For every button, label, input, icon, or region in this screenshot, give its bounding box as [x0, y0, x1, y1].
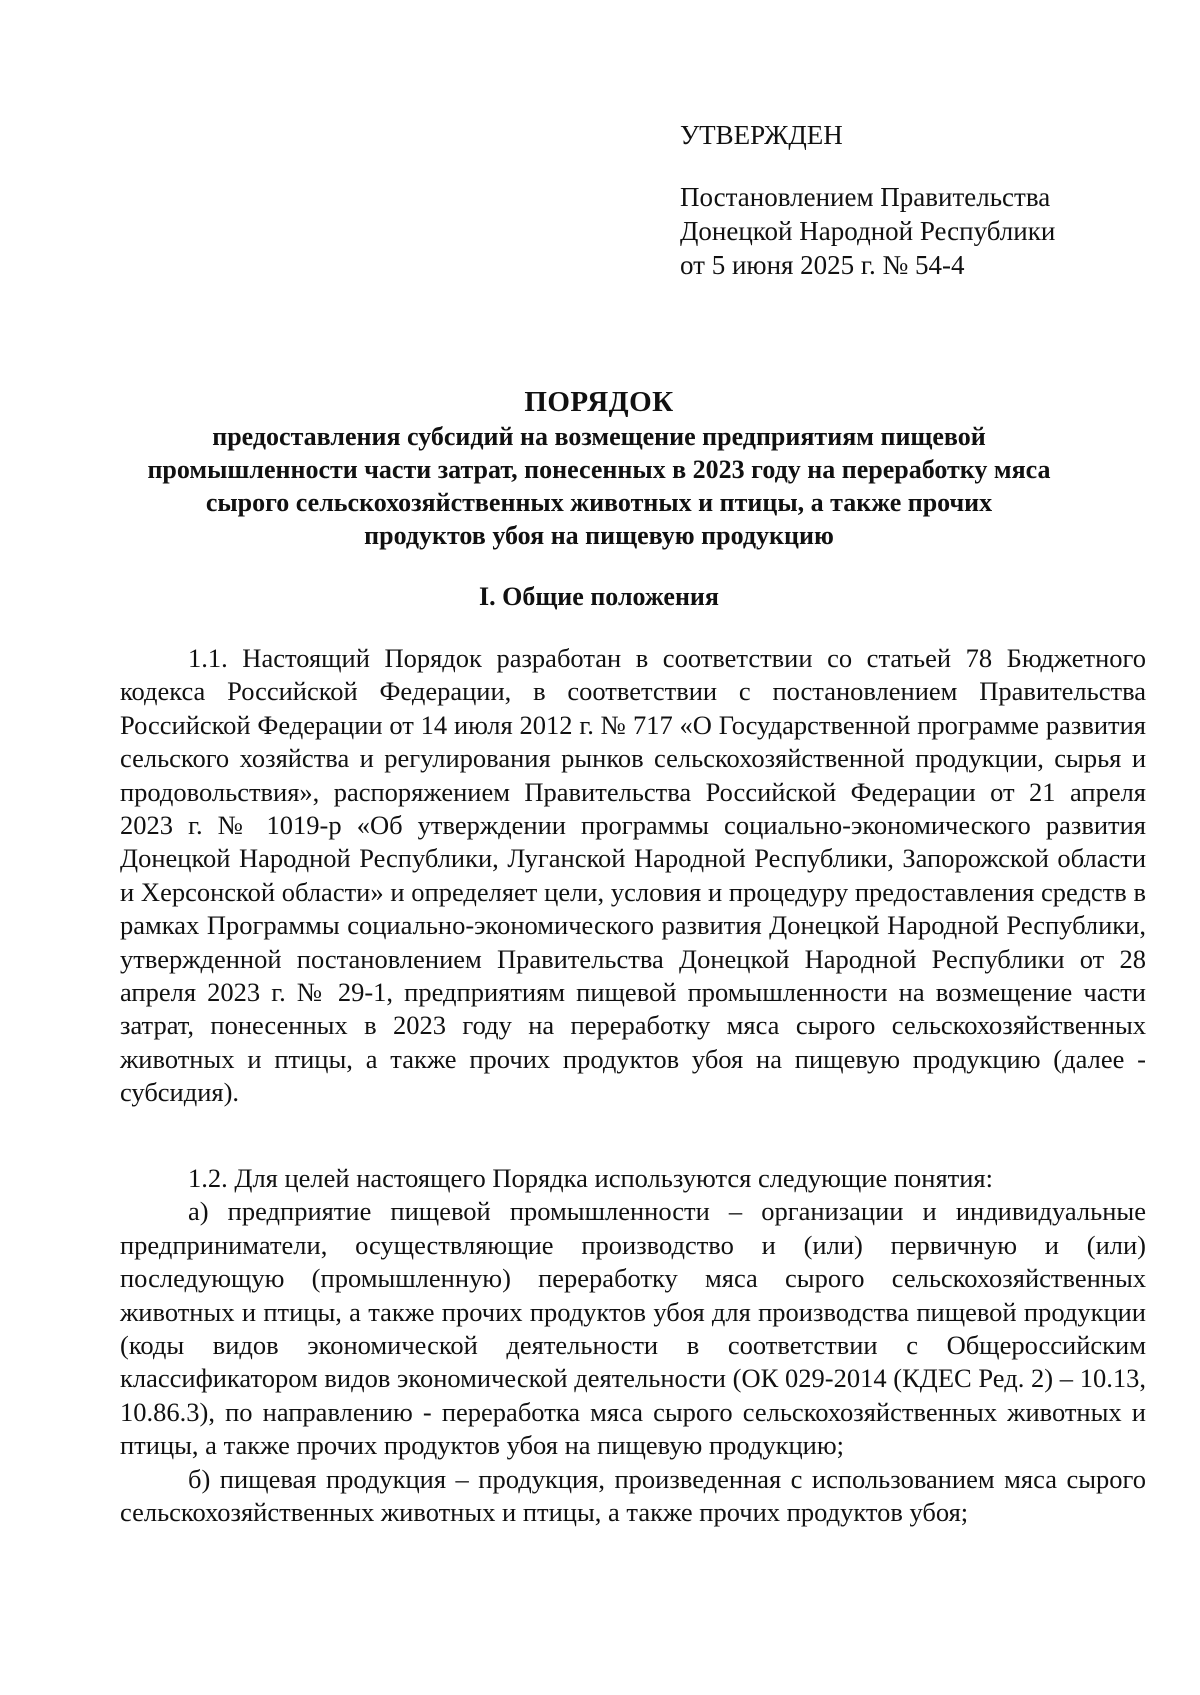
section-heading: I. Общие положения [479, 582, 719, 611]
document-subtitle-line-4: продуктов убоя на пищевую продукцию [364, 521, 834, 550]
document-subtitle-line-2: промышленности части затрат, понесенных в 2023 году на переработку мяса [147, 455, 1051, 484]
paragraph-block-2 [120, 1162, 1146, 1529]
paragraph-1-2-a: а) предприятие пищевой промышленности – организации и индивидуальные предприниматели, осуществляющие производство и (или) первичную и (или) последующую (промышленную) переработку мяса сырого сельскохозяйственных животных и птицы, а также прочих продуктов убоя для производства пищевой продукции (коды видов экономической деятельности в соответствии с Общероссийским классификатором видов экономической деятельности (ОК 029-2014 (КДЕС Ред. 2) – 10.13, 10.86.3), по направлению - переработка мяса сырого сельскохозяйственных животных и птицы, а также прочих продуктов убоя на пищевую продукцию; [120, 1196, 1146, 1461]
approval-line-1: Постановлением Правительства [680, 182, 1051, 212]
approval-line-3: от 5 июня 2025 г. № 54-4 [680, 250, 965, 280]
approval-line-2: Донецкой Народной Республики [680, 216, 1056, 246]
paragraph-1-2: 1.2. Для целей настоящего Порядка используются следующие понятия: [188, 1163, 993, 1193]
paragraph-block-1 [120, 642, 1146, 1110]
approval-stamp [680, 118, 1140, 282]
document-title: ПОРЯДОК [524, 386, 674, 418]
document-subtitle-line-3: сырого сельскохозяйственных животных и птицы, а также прочих [205, 488, 993, 517]
document-title-block [90, 384, 1108, 552]
document-subtitle-line-1: предоставления субсидий на возмещение предприятиям пищевой [212, 422, 986, 451]
approval-title: УТВЕРЖДЕН [680, 120, 843, 150]
paragraph-1-2-b: б) пищевая продукция – продукция, произведенная с использованием мяса сырого сельскохозяйственных животных и птицы, а также прочих продуктов убоя; [120, 1463, 1146, 1528]
paragraph-1-1: 1.1. Настоящий Порядок разработан в соответствии со статьей 78 Бюджетного кодекса Российской Федерации, в соответствии с постановлением Правительства Российской Федерации от 14 июля 2012 г. № 717 «О Государственной программе развития сельского хозяйства и регулирования рынков сельскохозяйственной продукции, сырья и продовольствия», распоряжением Правительства Российской Федерации от 21 апреля 2023 г. № 1019-р «Об утверждении программы социально-экономического развития Донецкой Народной Республики, Луганской Народной Республики, Запорожской области и Херсонской области» и определяет цели, условия и процедуру предоставления средств в рамках Программы социально-экономического развития Донецкой Народной Республики, утвержденной постановлением Правительства Донецкой Народной Республики от 28 апреля 2023 г. № 29-1, предприятиям пищевой промышленности на возмещение части затрат, понесенных в 2023 году на переработку мяса сырого сельскохозяйственных животных и птицы, а также прочих продуктов убоя на пищевую продукцию (далее - субсидия). [120, 643, 1146, 1108]
